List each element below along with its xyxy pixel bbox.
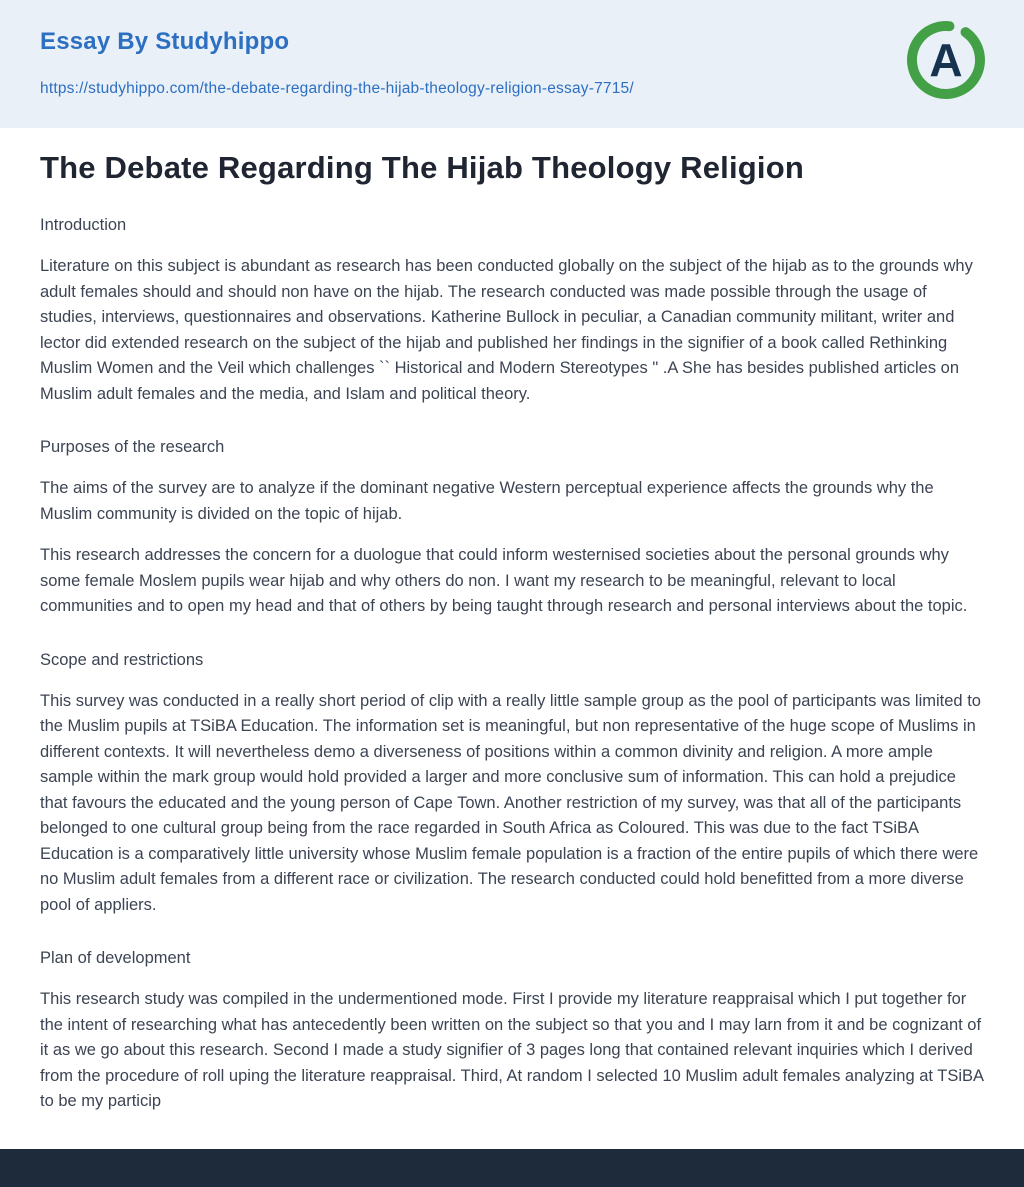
paragraph-plan-1: This research study was compiled in the undermentioned mode. First I provide my literature reappraisal which I put together for the intent of researching what has antecedently been written on the subject so that you and I may larn from it and be cognizant of it as we go about this research. Second I made a study signifier of 3 pages long that contained relevant inquiries which I derived from the procedure of roll uping the literature reappraisal. Third, At random I selected 10 Muslim adult females analyzing at TSiBA to be my particip: [40, 990, 984, 1111]
studyhippo-logo-icon: [906, 20, 986, 100]
article-content: [0, 128, 1024, 1115]
paragraph-scope-1: This survey was conducted in a really short period of clip with a really little sample group as the pool of participants was limited to the Muslim pupils at TSiBA Education. The information set is meaningful, but non representative of the huge scope of Muslims in different contexts. It will nevertheless demo a diverseness of positions within a common divinity and religion. A more ample sample within the mark group would hold provided a larger and more conclusive sum of information. This can hold a prejudice that favours the educated and the young person of Cape Town. Another restriction of my survey, was that all of the participants belonged to one cultural group being from the race regarded in South Africa as Coloured. This was due to the fact TSiBA Education is a comparatively little university whose Muslim female population is a fraction of the entire pupils of which there were no Muslim adult females from a different race or civilization. The research conducted could hold benefitted from a more diverse pool of appliers.: [40, 691, 981, 914]
page-header: [0, 0, 1024, 128]
paragraph-purposes-2: This research addresses the concern for a duologue that could inform westernised societies about the personal grounds why some female Moslem pupils wear hijab and why others do non. I want my research to be meaningful, relevant to local communities and to open my head and that of others by being taught through research and personal interviews about the topic.: [40, 546, 968, 616]
paragraph-purposes-1: The aims of the survey are to analyze if the dominant negative Western perceptual experience affects the grounds why the Muslim community is divided on the topic of hijab.: [40, 479, 934, 523]
paragraph-introduction-1: Literature on this subject is abundant as research has been conducted globally on the subject of the hijab as to the grounds why adult females should and should non have on the hijab. The research conducted was made possible through the usage of studies, interviews, questionnaires and observations. Katherine Bullock in peculiar, a Canadian community militant, writer and lector did extended research on the subject of the hijab and published her findings in the signifier of a book called Rethinking Muslim Women and the Veil which challenges `` Historical and Modern Stereotypes " .A She has besides published articles on Muslim adult females and the media, and Islam and political theory.: [40, 257, 973, 403]
studyhippo-logo[interactable]: [906, 20, 986, 100]
site-title: Essay By Studyhippo: [40, 28, 290, 55]
section-heading-plan: Plan of development: [40, 949, 191, 968]
footer-bar: [0, 1149, 1024, 1187]
source-url-link[interactable]: https://studyhippo.com/the-debate-regarding-the-hijab-theology-religion-essay-7715/: [40, 80, 634, 97]
section-heading-purposes: Purposes of the research: [40, 438, 225, 457]
logo-letter: A: [929, 34, 963, 86]
article-title: The Debate Regarding The Hijab Theology Religion: [40, 150, 804, 185]
section-heading-introduction: Introduction: [40, 216, 127, 235]
section-heading-scope: Scope and restrictions: [40, 650, 204, 669]
